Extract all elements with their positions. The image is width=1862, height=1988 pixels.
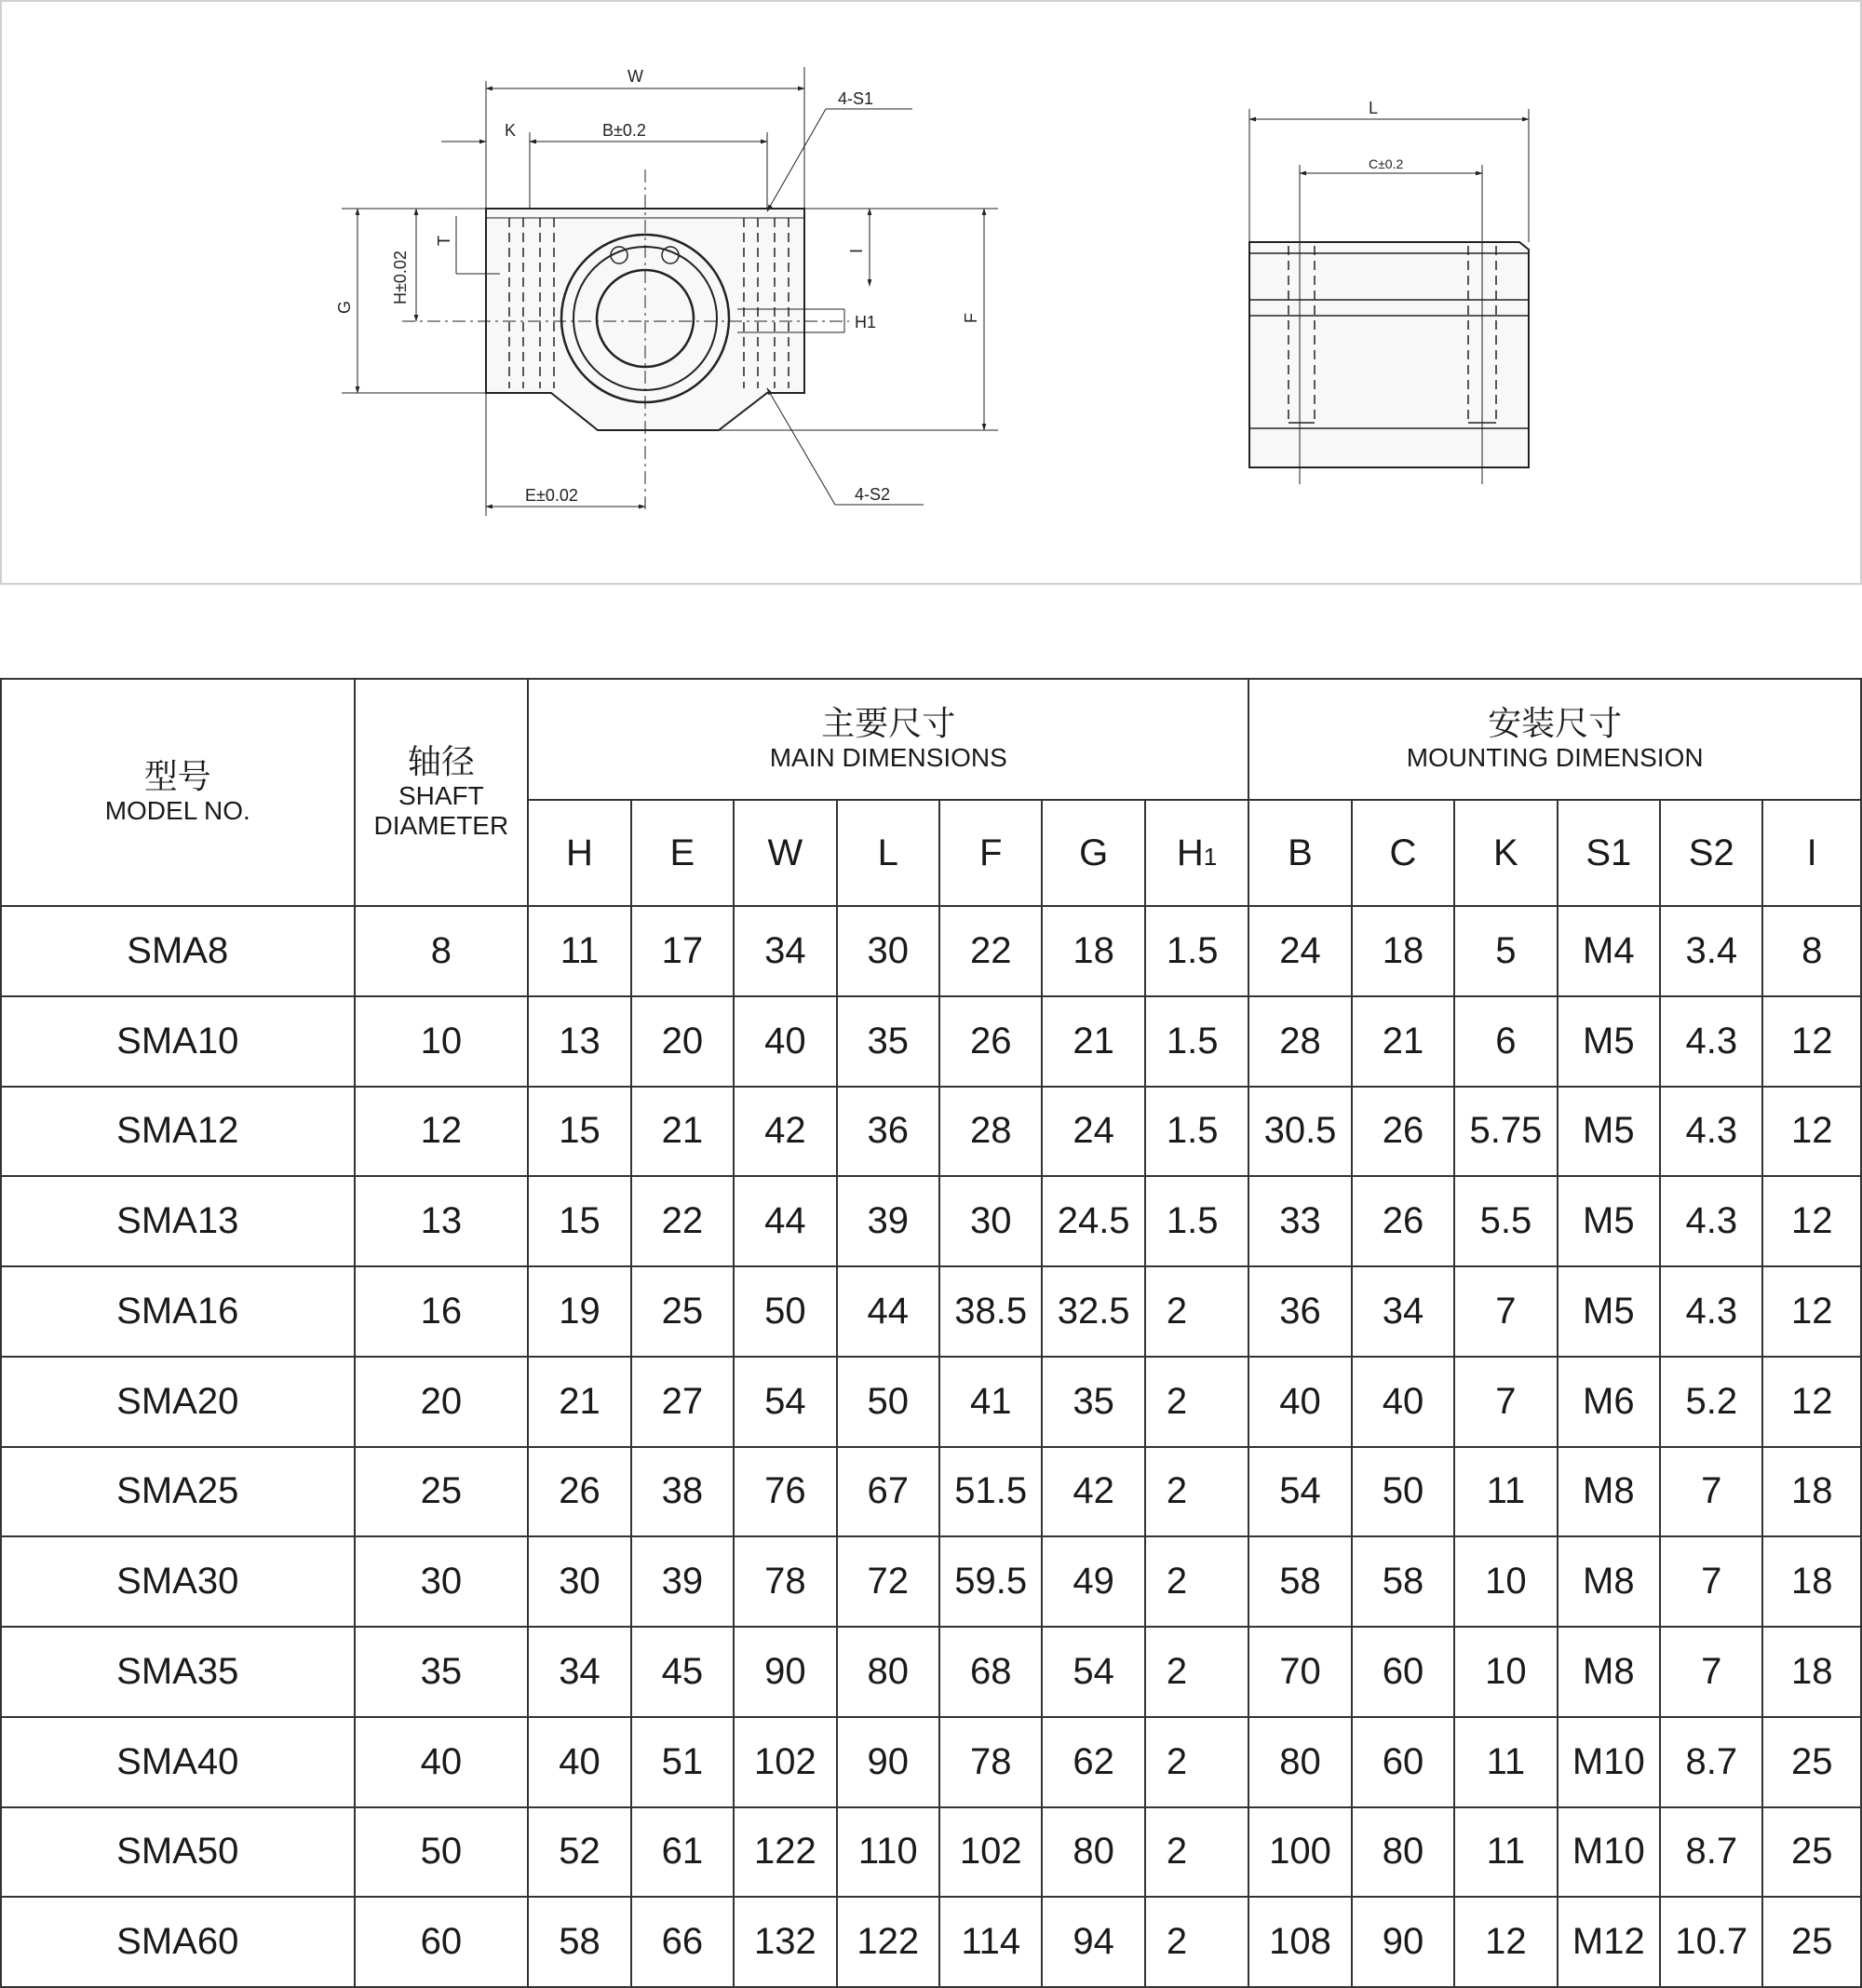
table-row bbox=[1, 1357, 1861, 1447]
table-cell: SMA60 bbox=[1, 1897, 355, 1987]
table-cell: 18 bbox=[1762, 1447, 1861, 1537]
table-cell: 2 bbox=[1145, 1717, 1248, 1807]
table-cell: 68 bbox=[939, 1627, 1042, 1717]
table-cell: 34 bbox=[734, 906, 836, 996]
table-cell: 80 bbox=[1352, 1807, 1454, 1898]
table-cell: 2 bbox=[1145, 1266, 1248, 1357]
table-cell: 80 bbox=[1042, 1807, 1144, 1898]
table-cell: 12 bbox=[1454, 1897, 1557, 1987]
table-cell: 18 bbox=[1762, 1536, 1861, 1627]
table-cell: 30.5 bbox=[1248, 1087, 1351, 1177]
table-cell: 39 bbox=[631, 1536, 734, 1627]
table-cell: 7 bbox=[1660, 1627, 1762, 1717]
table-cell: 30 bbox=[528, 1536, 630, 1627]
table-cell: SMA30 bbox=[1, 1536, 355, 1627]
table-row bbox=[1, 1627, 1861, 1717]
table-cell: SMA16 bbox=[1, 1266, 355, 1357]
table-cell: 11 bbox=[1454, 1717, 1557, 1807]
table-cell: 102 bbox=[939, 1807, 1042, 1898]
table-cell: 44 bbox=[837, 1266, 939, 1357]
table-cell: 12 bbox=[1762, 1357, 1861, 1447]
table-cell: 35 bbox=[1042, 1357, 1144, 1447]
table-cell: 18 bbox=[1352, 906, 1454, 996]
table-cell: 42 bbox=[1042, 1447, 1144, 1537]
table-cell: 15 bbox=[528, 1087, 630, 1177]
table-cell: 11 bbox=[528, 906, 630, 996]
table-cell: 26 bbox=[1352, 1087, 1454, 1177]
table-cell: 30 bbox=[939, 1176, 1042, 1266]
table-cell: 11 bbox=[1454, 1447, 1557, 1537]
col-f: F bbox=[939, 800, 1042, 906]
table-cell: 78 bbox=[734, 1536, 836, 1627]
col-b: B bbox=[1248, 800, 1351, 906]
table-cell: 54 bbox=[1248, 1447, 1351, 1537]
table-cell: 72 bbox=[837, 1536, 939, 1627]
table-cell: 5.2 bbox=[1660, 1357, 1762, 1447]
table-cell: 76 bbox=[734, 1447, 836, 1537]
table-cell: 4.3 bbox=[1660, 1266, 1762, 1357]
label-h: H±0.02 bbox=[391, 250, 410, 304]
table-cell: 90 bbox=[837, 1717, 939, 1807]
table-cell: 3.4 bbox=[1660, 906, 1762, 996]
table-cell: 10 bbox=[1454, 1627, 1557, 1717]
table-cell: 26 bbox=[1352, 1176, 1454, 1266]
col-h: H bbox=[528, 800, 630, 906]
table-cell: M5 bbox=[1558, 1087, 1660, 1177]
header-main-dimensions: 主要尺寸 MAIN DIMENSIONS bbox=[528, 679, 1248, 800]
table-cell: 2 bbox=[1145, 1627, 1248, 1717]
table-cell: 21 bbox=[1042, 996, 1144, 1087]
label-h1: H1 bbox=[855, 313, 877, 331]
table-cell: 25 bbox=[1762, 1807, 1861, 1898]
table-cell: 36 bbox=[837, 1087, 939, 1177]
table-cell: 5.75 bbox=[1454, 1087, 1557, 1177]
table-cell: 4.3 bbox=[1660, 1087, 1762, 1177]
table-cell: 8 bbox=[1762, 906, 1861, 996]
table-cell: 44 bbox=[734, 1176, 836, 1266]
label-4-s2: 4-S2 bbox=[855, 485, 891, 504]
table-cell: 5 bbox=[1454, 906, 1557, 996]
table-cell: 19 bbox=[528, 1266, 630, 1357]
table-row bbox=[1, 996, 1861, 1087]
col-w: W bbox=[734, 800, 836, 906]
table-cell: 58 bbox=[528, 1897, 630, 1987]
label-b: B±0.2 bbox=[602, 121, 646, 140]
table-cell: 2 bbox=[1145, 1447, 1248, 1537]
table-cell: 60 bbox=[1352, 1717, 1454, 1807]
dimension-drawing bbox=[2, 2, 1860, 583]
table-cell: 12 bbox=[1762, 1087, 1861, 1177]
table-cell: 35 bbox=[355, 1627, 529, 1717]
col-s1: S1 bbox=[1558, 800, 1660, 906]
table-cell: M5 bbox=[1558, 996, 1660, 1087]
table-cell: 27 bbox=[631, 1357, 734, 1447]
table-cell: 25 bbox=[631, 1266, 734, 1357]
table-cell: 20 bbox=[355, 1357, 529, 1447]
col-l: L bbox=[837, 800, 939, 906]
table-cell: SMA12 bbox=[1, 1087, 355, 1177]
table-cell: 5.5 bbox=[1454, 1176, 1557, 1266]
table-cell: 90 bbox=[1352, 1897, 1454, 1987]
table-cell: 32.5 bbox=[1042, 1266, 1144, 1357]
table-cell: 12 bbox=[355, 1087, 529, 1177]
table-cell: 24 bbox=[1042, 1087, 1144, 1177]
table-cell: SMA8 bbox=[1, 906, 355, 996]
table-cell: 41 bbox=[939, 1357, 1042, 1447]
table-cell: 2 bbox=[1145, 1807, 1248, 1898]
table-cell: 90 bbox=[734, 1627, 836, 1717]
table-cell: 12 bbox=[1762, 1176, 1861, 1266]
table-cell: 58 bbox=[1248, 1536, 1351, 1627]
table-cell: 17 bbox=[631, 906, 734, 996]
table-cell: SMA50 bbox=[1, 1807, 355, 1898]
table-cell: 7 bbox=[1660, 1536, 1762, 1627]
table-cell: SMA25 bbox=[1, 1447, 355, 1537]
table-cell: 40 bbox=[528, 1717, 630, 1807]
table-cell: M8 bbox=[1558, 1447, 1660, 1537]
table-cell: M4 bbox=[1558, 906, 1660, 996]
table-cell: 54 bbox=[1042, 1627, 1144, 1717]
label-k: K bbox=[505, 121, 517, 140]
table-cell: 110 bbox=[837, 1807, 939, 1898]
table-cell: 60 bbox=[1352, 1627, 1454, 1717]
table-cell: SMA13 bbox=[1, 1176, 355, 1266]
table-cell: 18 bbox=[1042, 906, 1144, 996]
col-c: C bbox=[1352, 800, 1454, 906]
table-cell: 38 bbox=[631, 1447, 734, 1537]
table-cell: 20 bbox=[631, 996, 734, 1087]
header-shaft-diameter: 轴径 SHAFT DIAMETER bbox=[355, 679, 529, 906]
table-row bbox=[1, 1536, 1861, 1627]
table-cell: 30 bbox=[355, 1536, 529, 1627]
table-cell: 70 bbox=[1248, 1627, 1351, 1717]
table-cell: 11 bbox=[1454, 1807, 1557, 1898]
table-cell: 21 bbox=[631, 1087, 734, 1177]
table-cell: 60 bbox=[355, 1897, 529, 1987]
label-f: F bbox=[962, 313, 980, 323]
table-cell: SMA20 bbox=[1, 1357, 355, 1447]
table-cell: 16 bbox=[355, 1266, 529, 1357]
table-cell: 39 bbox=[837, 1176, 939, 1266]
table-cell: 40 bbox=[355, 1717, 529, 1807]
table-cell: 34 bbox=[528, 1627, 630, 1717]
table-cell: 4.3 bbox=[1660, 996, 1762, 1087]
table-cell: 50 bbox=[837, 1357, 939, 1447]
table-cell: 24.5 bbox=[1042, 1176, 1144, 1266]
table-cell: 13 bbox=[355, 1176, 529, 1266]
table-cell: 24 bbox=[1248, 906, 1351, 996]
specification-table bbox=[0, 678, 1862, 1988]
table-body bbox=[1, 906, 1861, 1987]
table-cell: 15 bbox=[528, 1176, 630, 1266]
label-c: C±0.2 bbox=[1369, 156, 1404, 171]
table-cell: 132 bbox=[734, 1897, 836, 1987]
table-cell: 8.7 bbox=[1660, 1717, 1762, 1807]
table-cell: 66 bbox=[631, 1897, 734, 1987]
table-cell: 122 bbox=[734, 1807, 836, 1898]
table-cell: 8.7 bbox=[1660, 1807, 1762, 1898]
table-cell: 8 bbox=[355, 906, 529, 996]
table-cell: 61 bbox=[631, 1807, 734, 1898]
label-l: L bbox=[1369, 99, 1379, 117]
table-cell: 4.3 bbox=[1660, 1176, 1762, 1266]
col-e: E bbox=[631, 800, 734, 906]
table-cell: 45 bbox=[631, 1627, 734, 1717]
table-cell: 40 bbox=[734, 996, 836, 1087]
table-cell: 1.5 bbox=[1145, 1087, 1248, 1177]
col-i: I bbox=[1762, 800, 1861, 906]
table-cell: 80 bbox=[1248, 1717, 1351, 1807]
table-cell: 7 bbox=[1660, 1447, 1762, 1537]
table-cell: 52 bbox=[528, 1807, 630, 1898]
table-cell: 28 bbox=[1248, 996, 1351, 1087]
table-cell: 18 bbox=[1762, 1627, 1861, 1717]
table-cell: 54 bbox=[734, 1357, 836, 1447]
table-cell: 35 bbox=[837, 996, 939, 1087]
table-cell: 36 bbox=[1248, 1266, 1351, 1357]
label-g: G bbox=[335, 300, 354, 314]
table-cell: 108 bbox=[1248, 1897, 1351, 1987]
header-model-no: 型号 MODEL NO. bbox=[1, 679, 355, 906]
table-cell: 62 bbox=[1042, 1717, 1144, 1807]
table-cell: 102 bbox=[734, 1717, 836, 1807]
table-row bbox=[1, 906, 1861, 996]
table-cell: 1.5 bbox=[1145, 996, 1248, 1087]
table-cell: 49 bbox=[1042, 1536, 1144, 1627]
header-mounting-dimension: 安装尺寸 MOUNTING DIMENSION bbox=[1248, 679, 1861, 800]
label-e: E±0.02 bbox=[525, 486, 578, 505]
table-cell: M10 bbox=[1558, 1807, 1660, 1898]
table-cell: 26 bbox=[939, 996, 1042, 1087]
table-cell: 25 bbox=[1762, 1717, 1861, 1807]
table-cell: M10 bbox=[1558, 1717, 1660, 1807]
table-cell: 94 bbox=[1042, 1897, 1144, 1987]
table-cell: 1.5 bbox=[1145, 1176, 1248, 1266]
col-s2: S2 bbox=[1660, 800, 1762, 906]
table-cell: 51.5 bbox=[939, 1447, 1042, 1537]
table-cell: 13 bbox=[528, 996, 630, 1087]
table-cell: SMA35 bbox=[1, 1627, 355, 1717]
table-cell: 59.5 bbox=[939, 1536, 1042, 1627]
table-cell: M12 bbox=[1558, 1897, 1660, 1987]
table-row bbox=[1, 1176, 1861, 1266]
table-cell: 114 bbox=[939, 1897, 1042, 1987]
table-cell: 25 bbox=[1762, 1897, 1861, 1987]
table-cell: 34 bbox=[1352, 1266, 1454, 1357]
table-cell: 80 bbox=[837, 1627, 939, 1717]
label-t: T bbox=[435, 236, 453, 246]
table-row bbox=[1, 1447, 1861, 1537]
table-row bbox=[1, 1266, 1861, 1357]
table-cell: 50 bbox=[734, 1266, 836, 1357]
table-cell: 58 bbox=[1352, 1536, 1454, 1627]
table-cell: 100 bbox=[1248, 1807, 1351, 1898]
technical-drawing-panel bbox=[0, 0, 1862, 585]
table-cell: 40 bbox=[1248, 1357, 1351, 1447]
table-cell: 78 bbox=[939, 1717, 1042, 1807]
table-cell: 12 bbox=[1762, 996, 1861, 1087]
table-cell: 33 bbox=[1248, 1176, 1351, 1266]
table-cell: M8 bbox=[1558, 1536, 1660, 1627]
table-cell: 50 bbox=[1352, 1447, 1454, 1537]
table-cell: 40 bbox=[1352, 1357, 1454, 1447]
label-4-s1: 4-S1 bbox=[838, 89, 874, 108]
table-cell: 26 bbox=[528, 1447, 630, 1537]
table-cell: 21 bbox=[1352, 996, 1454, 1087]
table-cell: 10 bbox=[355, 996, 529, 1087]
table-cell: 1.5 bbox=[1145, 906, 1248, 996]
table-cell: 21 bbox=[528, 1357, 630, 1447]
table-cell: M8 bbox=[1558, 1627, 1660, 1717]
table-cell: 7 bbox=[1454, 1266, 1557, 1357]
table-cell: 122 bbox=[837, 1897, 939, 1987]
table-cell: 38.5 bbox=[939, 1266, 1042, 1357]
table-cell: 12 bbox=[1762, 1266, 1861, 1357]
table-cell: 51 bbox=[631, 1717, 734, 1807]
table-row bbox=[1, 1087, 1861, 1177]
table-cell: M5 bbox=[1558, 1266, 1660, 1357]
table-cell: 22 bbox=[939, 906, 1042, 996]
table-cell: 10.7 bbox=[1660, 1897, 1762, 1987]
table-cell: 6 bbox=[1454, 996, 1557, 1087]
table-cell: 2 bbox=[1145, 1357, 1248, 1447]
table-row bbox=[1, 1897, 1861, 1987]
table-cell: 28 bbox=[939, 1087, 1042, 1177]
table-cell: 22 bbox=[631, 1176, 734, 1266]
table-cell: M5 bbox=[1558, 1176, 1660, 1266]
table-cell: 25 bbox=[355, 1447, 529, 1537]
table-row bbox=[1, 1717, 1861, 1807]
label-w: W bbox=[627, 67, 643, 86]
col-g: G bbox=[1042, 800, 1144, 906]
table-cell: 2 bbox=[1145, 1897, 1248, 1987]
table-cell: M6 bbox=[1558, 1357, 1660, 1447]
table-cell: 2 bbox=[1145, 1536, 1248, 1627]
col-h1: H1 bbox=[1145, 800, 1248, 906]
table-cell: SMA10 bbox=[1, 996, 355, 1087]
table-cell: 10 bbox=[1454, 1536, 1557, 1627]
label-i: I bbox=[847, 248, 866, 253]
table-cell: SMA40 bbox=[1, 1717, 355, 1807]
table-cell: 42 bbox=[734, 1087, 836, 1177]
side-view-outline bbox=[1249, 242, 1529, 467]
table-cell: 30 bbox=[837, 906, 939, 996]
table-cell: 7 bbox=[1454, 1357, 1557, 1447]
table-cell: 67 bbox=[837, 1447, 939, 1537]
col-k: K bbox=[1454, 800, 1557, 906]
table-row bbox=[1, 1807, 1861, 1898]
table-cell: 50 bbox=[355, 1807, 529, 1898]
